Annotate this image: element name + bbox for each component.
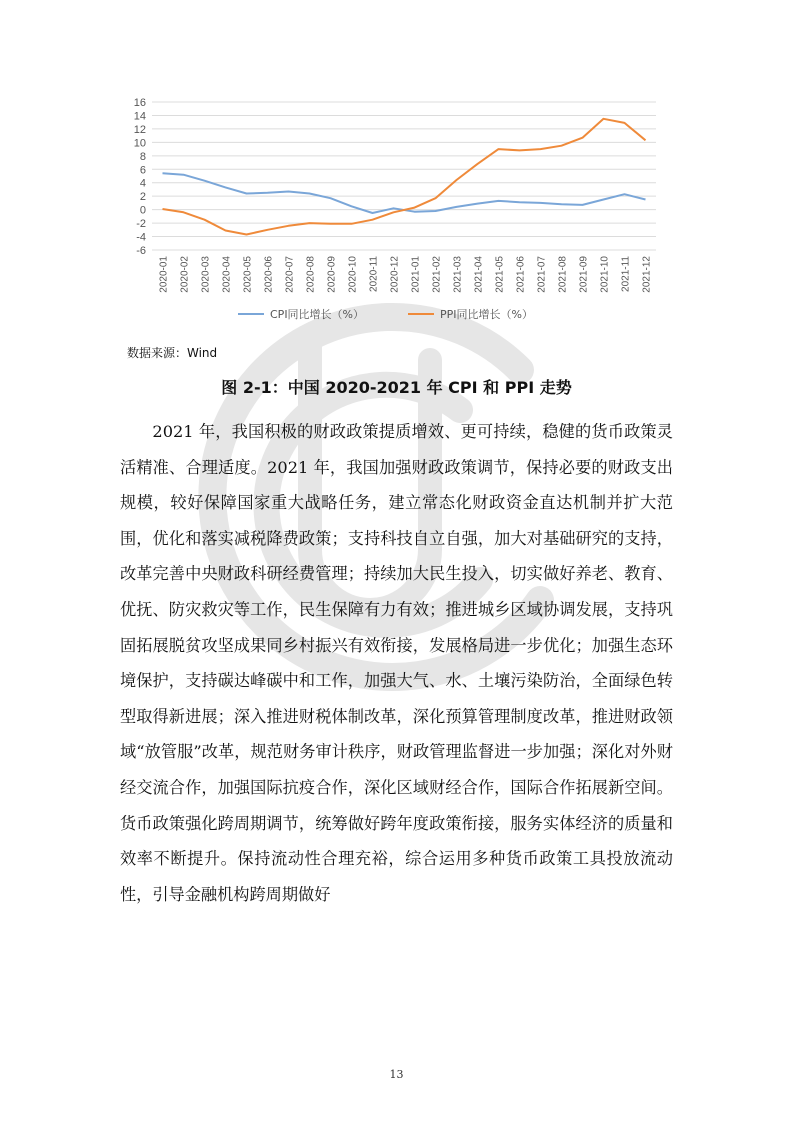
x-tick-label: 2021-10	[599, 256, 611, 293]
y-tick-label: -2	[136, 218, 146, 231]
page-number: 13	[389, 1068, 404, 1081]
x-tick-label: 2021-03	[452, 256, 464, 293]
x-tick-label: 2020-10	[347, 256, 359, 293]
paragraph: 2021 年，我国积极的财政政策提质增效、更可持续，稳健的货币政策灵活精准、合理适度。2021 年，我国加强财政政策调节，保持必要的财政支出规模，较好保障国家重大战略任务，建立常态化财政资金直达机制并扩大范围，优化和落实减税降费政策；支持科技自立自强，加大对基础研究的支持，改革完善中央财政科研经费管理；持续加大民生投入，切实做好养老、教育、优抚、防灾救灾等工作，民生保障有力有效；推进城乡区域协调发展，支持巩固拓展脱贫攻坚成果同乡村振兴有效衔接，发展格局进一步优化；加强生态环境保护，支持碳达峰碳中和工作，加强大气、水、土壤污染防治，全面绿色转型取得新进展；深入推进财税体制改革，深化预算管理制度改革，推进财政领域“放管服”改革，规范财务审计秩序，财政管理监督进一步加强；深化对外财经交流合作，加强国际抗疫合作，深化区域财经合作，国际合作拓展新空间。货币政策强化跨周期调节，统筹做好跨年度政策衔接，服务实体经济的质量和效率不断提升。保持流动性合理充裕，综合运用多种货币政策工具投放流动性，引导金融机构跨周期做好	[120, 422, 673, 904]
y-tick-label: 16	[133, 97, 146, 109]
y-tick-label: 14	[133, 110, 146, 123]
x-tick-label: 2021-01	[410, 256, 422, 293]
x-tick-label: 2021-04	[473, 256, 485, 293]
legend-label: PPI同比增长（%）	[440, 308, 533, 321]
y-tick-label: -4	[136, 231, 146, 244]
x-tick-label: 2020-03	[200, 256, 212, 293]
y-tick-label: 2	[139, 191, 146, 204]
cpi-ppi-line-chart	[118, 92, 666, 332]
chart-svg	[118, 92, 666, 332]
series-line-cpi	[163, 173, 646, 213]
x-tick-label: 2020-07	[284, 256, 296, 293]
x-tick-label: 2021-08	[557, 256, 569, 293]
x-tick-label: 2020-08	[305, 256, 317, 293]
legend-label: CPI同比增长（%）	[270, 308, 365, 321]
x-tick-label: 2020-02	[179, 256, 191, 293]
x-tick-label: 2020-12	[389, 256, 401, 293]
x-tick-label: 2021-02	[431, 256, 443, 293]
x-tick-label: 2020-04	[221, 256, 233, 293]
x-tick-label: 2021-11	[620, 256, 632, 292]
x-tick-label: 2020-09	[326, 256, 338, 293]
x-tick-label: 2020-06	[263, 256, 275, 293]
series-line-ppi	[163, 119, 646, 235]
x-tick-label: 2020-05	[242, 256, 254, 293]
x-tick-label: 2020-11	[368, 256, 380, 292]
x-tick-label: 2021-07	[536, 256, 548, 293]
x-tick-label: 2021-12	[641, 256, 653, 293]
body-text	[120, 414, 673, 912]
y-tick-label: 8	[139, 150, 146, 163]
y-tick-label: 12	[133, 123, 146, 136]
x-tick-label: 2021-05	[494, 256, 506, 293]
y-tick-label: 10	[133, 137, 146, 150]
x-tick-label: 2020-01	[158, 256, 170, 293]
y-tick-label: 6	[139, 164, 146, 177]
source-note: 数据来源：Wind	[127, 346, 218, 360]
figure-caption: 图 2-1：中国 2020-2021 年 CPI 和 PPI 走势	[221, 378, 572, 397]
y-tick-label: 4	[139, 177, 146, 190]
y-tick-label: 0	[139, 204, 146, 217]
y-tick-label: -6	[136, 245, 146, 257]
x-tick-label: 2021-06	[515, 256, 527, 293]
x-tick-label: 2021-09	[578, 256, 590, 293]
